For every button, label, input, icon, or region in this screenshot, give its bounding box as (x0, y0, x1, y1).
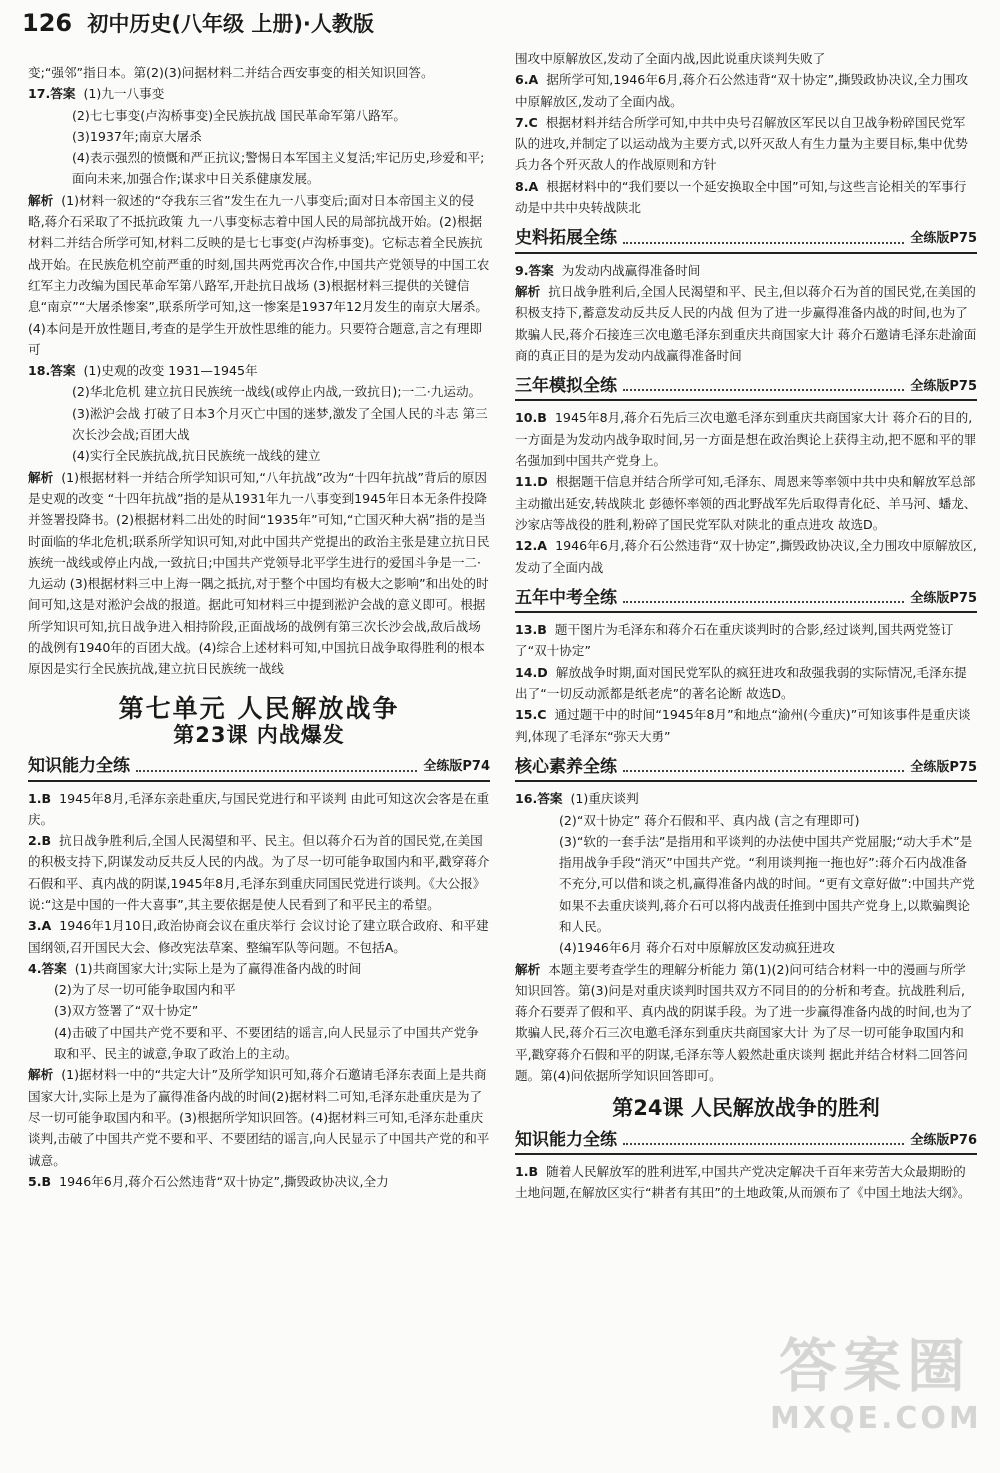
answer-item (515, 407, 977, 471)
analysis-label: 解析 (28, 1067, 54, 1083)
item-text: 1945年8月,蒋介石先后三次电邀毛泽东到重庆共商国家大计 蒋介石的目的,一方面是为发动内战争取时间,另一方面是想在政治舆论上获得主动,把不愿和平的罪名强加到中国共产党身上。 (515, 410, 977, 469)
section-title: 三年模拟全练 (515, 376, 617, 397)
page-reference: 全练版P75 (910, 231, 977, 247)
answer-text: 围攻中原解放区,发动了全面内战,因此说重庆谈判失败了 (515, 51, 826, 66)
answer-item (515, 260, 977, 281)
item-text: 1946年1月10日,政治协商会议在重庆举行 会议讨论了建立联合政府、和平建国纲领,召开国民大会、修改宪法草案、整编军队等问题。不包括A。 (28, 918, 489, 955)
item-text: 题干图片为毛泽东和蒋介石在重庆谈判时的合影,经过谈判,国共两党签订了“双十协定” (515, 622, 954, 659)
dot-leader (623, 389, 904, 391)
analysis-paragraph (28, 1064, 490, 1170)
answer-item (28, 915, 490, 958)
item-text: (1)九一八事变 (83, 86, 165, 102)
item-text: (1)重庆谈判 (570, 791, 639, 807)
analysis-label: 解析 (28, 192, 54, 208)
item-text: 1946年6月,蒋介石公然违背“双十协定”,撕毁政协决议,全力围攻中原解放区,发动了全面内战 (515, 538, 977, 575)
analysis-paragraph (515, 281, 977, 366)
lesson-title: 第23课 内战爆发 (173, 722, 345, 747)
item-text: (1)史观的改变 1931—1945年 (83, 363, 258, 379)
question-number: 6.A (515, 72, 539, 88)
answer-text: (3)双方签署了“双十协定” (54, 1003, 199, 1019)
item-text: 根据材料并结合所学可知,中共中央号召解放区军民以自卫战争粉碎国民党军队的进攻,并制定了以运动战为主要方式,以歼灭敌人有生力量为主要目标,集中优势兵力各个歼灭敌人的作战原则和方针 (515, 114, 968, 173)
answer-text: (4)表示强烈的愤慨和严正抗议;警惕日本军国主义复活;牢记历史,珍爱和平;面向未来,加强合作;谋求中日关系健康发展。 (72, 150, 485, 187)
page-reference: 全练版P75 (910, 759, 977, 775)
item-text: 抗日战争胜利后,全国人民渴望和平、民主,但以蒋介石为首的国民党,在美国的积极支持下,蓄意发动反共反人民的内战 但为了进一步赢得准备内战的时间,也为了欺骗人民,蒋介石接连三次电邀毛泽东到重庆共商国家大计 蒋介石邀请毛泽东赴渝面商的真正目的是为发动内战赢得准备时间 (515, 283, 977, 363)
dot-leader (623, 770, 904, 772)
unit-title: 第七单元 人民解放战争 (118, 693, 400, 723)
question-number: 12.A (515, 538, 548, 554)
book-title: 初中历史(八年级 上册)·人教版 (87, 12, 374, 36)
question-number: 4.答案 (28, 960, 67, 976)
section-heading (515, 1130, 977, 1155)
answer-item (515, 662, 977, 705)
item-text: (1)材料一叙述的“夺我东三省”发生在九一八事变后;面对日本帝国主义的侵略,蒋介石采取了不抵抗政策 九一八事变标志着中国人民的局部抗战开始。(2)根据材料二并结合所学可知,材料二反映的是七七事变(卢沟桥事变)。它标志着全民族抗战开始。在民族危机空前严重的时刻,国共两党再次合作,中国共产党领导的中国工农红军主力改编为国民革命军第八路军,开赴抗日战场 (3)根据材料三提供的关键信息“南京”“大屠杀惨案”,联系所学可知,这一惨案是1937年12月发生的南京大屠杀。(4)本问是开放性题目,考查的是学生开放性思维的能力。只要符合题意,言之有理即可 (28, 192, 490, 357)
page-reference: 全练版P75 (910, 590, 977, 606)
right-column (515, 48, 977, 1204)
item-text: 抗日战争胜利后,全国人民渴望和平、民主。但以蒋介石为首的国民党,在美国的积极支持下,阴谋发动反共反人民的内战。为了尽一切可能争取国内和平,戳穿蒋介石假和平、真内战的阴谋,1945年8月,毛泽东到重庆同国民党进行谈判。《大公报》说:“这是中国的一件大喜事”,其主要依据是使人民看到了和平民主的希望。 (28, 833, 490, 912)
item-text: 通过题干中的时间“1945年8月”和地点“渝州(今重庆)”可知该事件是重庆谈判,体现了毛泽东“弥天大勇” (515, 707, 971, 744)
watermark-text: 答案圈 (778, 1332, 971, 1400)
watermark-url: MXQE.COM (770, 1401, 982, 1436)
answer-text: (3)1937年;南京大屠杀 (72, 128, 202, 144)
analysis-paragraph (28, 190, 490, 360)
answer-text: (2)华北危机 建立抗日民族统一战线(或停止内战,一致抗日);一二·九运动。 (72, 384, 482, 400)
section-heading (515, 376, 977, 401)
page-reference: 全练版P76 (910, 1132, 977, 1148)
item-text: (1)根据材料一并结合所学知识可知,“八年抗战”改为“十四年抗战”背后的原因是史观的改变 “十四年抗战”指的是从1931年九一八事变到1945年日本无条件投降并签署投降书。(2)根据材料二出处的时间“1935年”可知,“亡国灭种大祸”指的是当时面临的华北危机;联系所学知识可知,对此中国共产党提出的政治主张是建立抗日民族统一战线或停止内战,一致抗日;中国共产党领导北平学生进行的爱国斗争是一二·九运动 (3)根据材料三中上海一隅之抵抗,对于整个中国均有极大之影响”和出处的时间可知,这是对淞沪会战的报道。据此可知材料三中提到淞沪会战的意义即可。根据所学知识可知,抗日战争进入相持阶段,正面战场的战例有第三次长沙会战,敌后战场的战例有1940年的百团大战。(4)综合上述材料可知,中国抗日战争取得胜利的根本原因是实行全民族抗战,建立抗日民族统一战线 (28, 469, 490, 677)
answer-item (515, 176, 977, 219)
section-heading (515, 588, 977, 613)
answer-item (28, 83, 490, 104)
question-number: 1.B (515, 1163, 539, 1179)
answer-item (515, 69, 977, 112)
analysis-paragraph (515, 959, 977, 1087)
answer-item (515, 112, 977, 176)
left-column (28, 62, 490, 1192)
answer-text: 变;“强邻”指日本。第(2)(3)问据材料二并结合西安事变的相关知识回答。 (28, 65, 434, 80)
section-title: 五年中考全练 (515, 587, 617, 608)
answer-item (515, 471, 977, 535)
answer-item (515, 704, 977, 747)
page-header (22, 8, 502, 42)
question-number: 17.答案 (28, 86, 76, 102)
answer-text: (3)淞沪会战 打破了日本3个月灭亡中国的迷梦,激发了全国人民的斗志 第三次长沙会战;百团大战 (72, 405, 488, 443)
section-title: 知识能力全练 (28, 756, 130, 777)
dot-leader (623, 242, 904, 244)
watermark-logo (770, 1331, 980, 1451)
answer-item (28, 788, 490, 831)
answer-text: (2)为了尽一切可能争取国内和平 (54, 982, 236, 998)
analysis-label: 解析 (515, 961, 541, 977)
question-number: 16.答案 (515, 791, 563, 807)
answer-item (28, 830, 490, 915)
question-number: 18.答案 (28, 363, 76, 379)
item-text: 根据材料中的“我们要以一个延安换取全中国”可知,与这些言论相关的军事行动是中共中央转战陕北 (515, 178, 967, 216)
answer-text: (3)“软的一套手法”是指用和平谈判的办法使中国共产党屈服;“动大手术”是指用战争手段“消灭”中国共产党。“利用谈判拖一拖也好”:蒋介石内战准备不充分,可以借和谈之机,赢得准备内战的时间。“更有文章好做”:中国共产党如果不去重庆谈判,蒋介石可以将内战责任推到中国共产党身上,以欺骗舆论和人民。 (559, 833, 975, 934)
dot-leader (623, 601, 904, 603)
section-heading (515, 757, 977, 782)
page-number: 126 (22, 9, 73, 37)
item-text: (1)共商国家大计;实际上是为了赢得准备内战的时间 (74, 960, 362, 976)
section-title: 核心素养全练 (515, 756, 617, 777)
item-text: 根据题干信息并结合所学可知,毛泽东、周恩来等率领中共中央和解放军总部主动撤出延安,转战陕北 彭德怀率领的西北野战军先后取得青化砭、羊马河、蟠龙、沙家店等战役的胜利,粉碎了国民党军队对陕北的重点进攻 故选D。 (515, 474, 977, 532)
dot-leader (623, 1143, 904, 1145)
question-number: 13.B (515, 622, 547, 638)
item-text: 为发动内战赢得准备时间 (561, 262, 701, 278)
question-number: 15.C (515, 707, 547, 723)
lesson-title: 第24课 人民解放战争的胜利 (612, 1096, 880, 1121)
page-reference: 全练版P74 (423, 759, 490, 775)
item-text: 随着人民解放军的胜利进军,中国共产党决定解决千百年来劳苦大众最期盼的土地问题,在解放区实行“耕者有其田”的土地政策,从而颁布了《中国土地法大纲》。 (515, 1163, 971, 1201)
item-text: (1)据材料一中的“共定大计”及所学知识可知,蒋介石邀请毛泽东表面上是共商国家大计,实际上是为了赢得准备内战的时间(2)据材料二可知,毛泽东赴重庆是为了尽一切可能争取国内和平。(3)根据所学知识回答。(4)据材料三可知,毛泽东赴重庆谈判,击破了中国共产党不要和平、不要团结的谣言,向人民显示了中国共产党的和平诚意。 (28, 1067, 490, 1168)
question-number: 5.B (28, 1173, 52, 1189)
page-reference: 全练版P75 (910, 379, 977, 395)
section-heading (28, 756, 490, 781)
answer-text: (4)击破了中国共产党不要和平、不要团结的谣言,向人民显示了中国共产党争取和平、民主的诚意,争取了政治上的主动。 (54, 1024, 479, 1062)
answer-item (515, 1161, 977, 1204)
answer-item (515, 788, 977, 809)
question-number: 7.C (515, 114, 538, 130)
answer-item (515, 535, 977, 578)
question-number: 8.A (515, 178, 539, 194)
answer-item (28, 958, 490, 979)
question-number: 9.答案 (515, 262, 554, 278)
question-number: 3.A (28, 918, 52, 934)
item-text: 本题主要考查学生的理解分析能力 第(1)(2)问可结合材料一中的漫画与所学知识回答。第(3)问是对重庆谈判时国共双方不同目的的分析和考查。抗战胜利后,蒋介石要弄了假和平、真内战的阴谋手段。为了进一步赢得准备内战的时间,也为了欺骗人民,蒋介石三次电邀毛泽东到重庆共商国家大计 为了尽一切可能争取国内和平,戳穿蒋介石假和平的阴谋,毛泽东等人毅然赴重庆谈判 据此并结合材料二回答问题。第(4)问依据所学知识回答即可。 (515, 961, 973, 1084)
question-number: 11.D (515, 474, 548, 490)
section-title: 史料拓展全练 (515, 228, 617, 249)
item-text: 1946年6月,蒋介石公然违背“双十协定”,撕毁政协决议,全力 (59, 1173, 389, 1189)
answer-item (28, 1171, 490, 1192)
answer-item (515, 619, 977, 662)
analysis-label: 解析 (515, 283, 541, 299)
item-text: 据所学可知,1946年6月,蒋介石公然违背“双十协定”,撕毁政协决议,全力围攻中原解放区,发动了全面内战。 (515, 72, 969, 109)
dot-leader (136, 770, 417, 772)
answer-text: (2)“双十协定” 蒋介石假和平、真内战 (言之有理即可) (559, 812, 860, 828)
answer-text: (2)七七事变(卢沟桥事变)全民族抗战 国民革命军第八路军。 (72, 107, 406, 123)
analysis-paragraph (28, 467, 490, 680)
analysis-label: 解析 (28, 469, 54, 485)
question-number: 2.B (28, 833, 52, 849)
answer-item (28, 360, 490, 381)
answer-text: (4)实行全民族抗战,抗日民族统一战线的建立 (72, 448, 321, 464)
item-text: 解放战争时期,面对国民党军队的疯狂进攻和敌强我弱的实际情况,毛泽东提出了“一切反动派都是纸老虎”的著名论断 故选D。 (515, 664, 967, 702)
question-number: 14.D (515, 664, 548, 680)
question-number: 1.B (28, 790, 52, 806)
item-text: 1945年8月,毛泽东亲赴重庆,与国民党进行和平谈判 由此可知这次会客是在重庆。 (28, 790, 490, 827)
section-heading (515, 228, 977, 253)
section-title: 知识能力全练 (515, 1129, 617, 1150)
question-number: 10.B (515, 410, 547, 426)
answer-text: (4)1946年6月 蒋介石对中原解放区发动疯狂进攻 (559, 940, 835, 956)
